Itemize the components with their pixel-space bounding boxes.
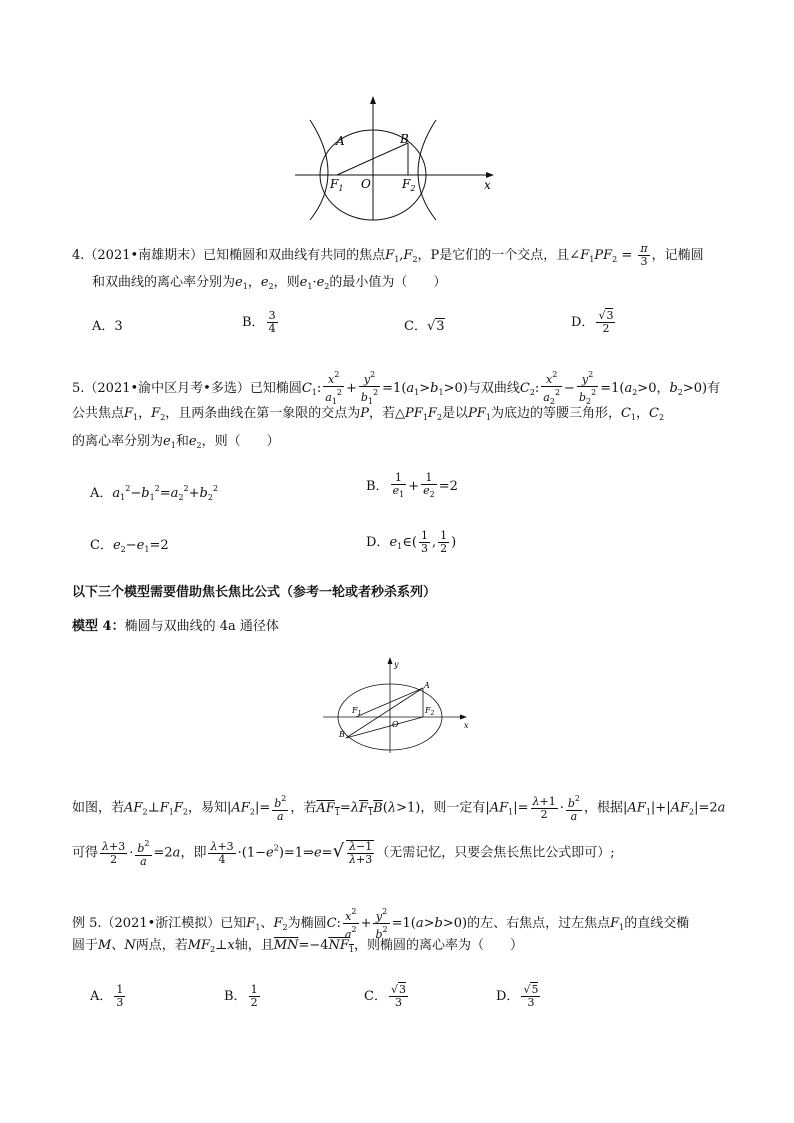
q4-option-c[interactable]: C．√3 — [404, 319, 445, 334]
fig2-label-f2: $F_2$ — [425, 706, 435, 717]
q5-line3: 的离心率分别为$e_1$和$e_2$，则（ ） — [72, 434, 280, 450]
fig2-label-o: O — [392, 720, 399, 729]
ex5-option-a[interactable]: A． $\frac{1}{3}$ — [90, 983, 124, 1009]
q4-option-b[interactable]: B． $\frac{3}{4}$ — [242, 309, 276, 335]
figure-ellipse-hyperbola — [290, 95, 500, 225]
section-title: 以下三个模型需要借助焦长焦比公式（参考一轮或者秒杀系列） — [72, 585, 437, 600]
explain-line1: 如图，若$AF_2\perp F_1F_2$，易知$|AF_2|=$ $\frac{b^2}{a}$ ，若$AF_1=\lambda F_1B(\lambda>1)$，则一定有$|AF_1|=$ $\frac{\lambda+1}{2}$ · $\frac{b^2}{a}$ ，根据$|AF_1|+|AF_2|=2a$ — [72, 794, 726, 823]
q5-option-d[interactable]: D．$e_1\in$( $\frac{1}{3}$ , $\frac{1}{2}$ ) — [366, 529, 457, 555]
q4-option-d[interactable]: D． $\frac{√3}{2}$ — [571, 309, 614, 335]
model4-heading: 模型 4：椭圆与双曲线的 4a 通径体 — [72, 619, 279, 634]
fig2-label-b: B — [339, 730, 345, 739]
fig1-label-f2: $F_2$ — [402, 177, 416, 193]
q5-option-b[interactable]: B． $\frac{1}{e_1}$ + $\frac{1}{e_2}$ =2 — [366, 471, 458, 499]
fig2-label-a: A — [424, 681, 430, 690]
ex5-line1: 例 5.（2021•浙江模拟）已知$F_1$、$F_2$为椭圆C: $\frac{x^2}{a^2}$ + $\frac{y^2}{b^2}$ =1(a>b>0)的左、右焦点，过左焦点$F_1$的直线交椭 — [72, 907, 690, 941]
fig1-label-x: x — [484, 178, 491, 192]
ex5-option-c[interactable]: C． $\frac{√3}{3}$ — [364, 983, 406, 1009]
fig2-label-y: y — [394, 660, 399, 669]
fig2-label-f1: $F_1$ — [352, 706, 362, 717]
fig1-label-b: B — [400, 132, 409, 146]
q5-line1: 5.（2021•渝中区月考•多选）已知椭圆$C_1$: $\frac{x^2}{a_1^2}$ + $\frac{y^2}{b_1^2}$ $=1(a_1>b_1>0)$与双曲线$C_2$: $\frac{x^2}{a_2^2}$ − $\frac{y^2}{b_2^2}$ $=1(a_2>0$，$b_2>0$)有 — [72, 370, 721, 406]
fig1-label-f1: $F_1$ — [330, 177, 344, 193]
q5-line2: 公共焦点$F_1$，$F_2$，且两条曲线在第一象限的交点为P，若$\triangle PF_1F_2$是以$PF_1$为底边的等腰三角形，$C_1$，$C_2$ — [72, 406, 665, 422]
ex5-option-d[interactable]: D． $\frac{√5}{3}$ — [496, 983, 539, 1009]
fig1-label-a: A — [336, 134, 345, 148]
q4-line2: 和双曲线的离心率分别为$e_1$，$e_2$，则$e_1\cdot e_2$的最小值为（ ） — [92, 275, 447, 291]
ex5-option-b[interactable]: B． $\frac{1}{2}$ — [224, 983, 258, 1009]
figure-ellipse-focal-chord — [318, 655, 473, 755]
fig2-label-x: x — [464, 721, 469, 730]
fig1-label-o: O — [361, 177, 371, 191]
q4-option-a[interactable]: A．3 — [92, 319, 123, 334]
q4-line1: 4.（2021•南雄期末）已知椭圆和双曲线有共同的焦点$F_1,F_2$，P是它们的一个交点，且$\angle F_1PF_2$ = $\frac{\pi}{3}$ ，记椭圆 — [72, 242, 704, 268]
q5-option-a[interactable]: A．$a_1^2-b_1^2=a_2^2+b_2^2$ — [90, 484, 219, 502]
q5-option-c[interactable]: C．$e_2-e_1=2$ — [90, 538, 169, 554]
explain-line2: 可得 $\frac{\lambda+3}{2}$ · $\frac{b^2}{a}$ =2a，即 $\frac{\lambda+3}{4}$ $\cdot(1-e^2)=1\Rightarrow e=√$ $\frac{\lambda-1}{\lambda+3}$ （无需记忆，只要会焦长焦比公式即可）; — [72, 839, 615, 868]
ex5-line2: 圆于M、N两点，若$MF_2\perp x$轴，且$\overline{MN}=-4NF_1$，则椭圆的离心率为（ ） — [72, 938, 524, 954]
